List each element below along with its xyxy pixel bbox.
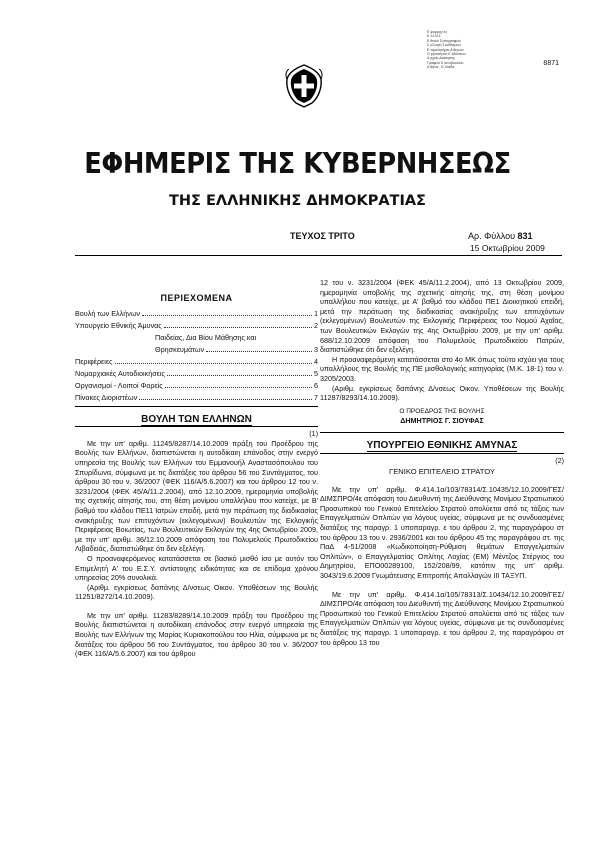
contents-heading: ΠΕΡΙΕΧΟΜΕΝΑ — [160, 293, 233, 303]
paragraph: 12 του ν. 3231/2004 (ΦΕΚ 45/Α/11.2.2004), από 13 Οκτωβρίου 2009, ημερομηνία υποβολής της σχετικής αίτησής της, στη θέση μονίμου υπαλλήλου που κατείχε, με Α' βαθμό του κλάδου ΠΕ1 Διοικητικού επειδή, μετά την περάτωση της διαδικασίας ανακήρυξης των επιτυχόντων (εκλεγομένων) Βουλευτών της Εκλογικής Περιφέρειας του Νομού Αχαΐας, των Βουλευτικών Εκλογών της 4ης Οκτωβρίου 2009, με την υπ' αριθμ. 688/12.10.2009 απόφαση του Πολυμελούς Πρωτοδικείου Πατρών, διαπιστώθηκε ότι δεν εξελέγη. — [320, 278, 564, 355]
toc-item[interactable] — [75, 308, 318, 320]
toc-label: Νομαρχιακές Αυτοδιοικήσεις — [75, 368, 165, 378]
paragraph: (Αριθμ. εγκρίσεως δαπάνης Δ/νσεως Οικον. Υποθέσεων της Βουλής 11287/8293/14.10.2009). — [320, 383, 564, 403]
decision-number: (1) — [309, 429, 318, 439]
toc-item[interactable] — [75, 368, 318, 380]
publisher-stamp — [427, 30, 483, 70]
toc-item[interactable] — [75, 320, 318, 332]
section-title: ΒΟΥΛΗ ΤΩΝ ΕΛΛΗΝΩΝ — [141, 413, 252, 425]
toc-page: 1 — [314, 308, 318, 318]
toc-page: 5 — [314, 368, 318, 378]
issue-label: ΤΕΥΧΟΣ ΤΡΙΤΟ — [290, 231, 355, 241]
signature-name: ΔΗΜΗΤΡΙΟΣ Γ. ΣΙΟΥΦΑΣ — [400, 416, 484, 426]
sheet-label: Αρ. Φύλλου — [468, 231, 516, 241]
toc-page: 6 — [314, 380, 318, 390]
paragraph: Με την υπ' αριθμ. 11283/8289/14.10.2009 πράξη του Προέδρου της Βουλής διαπιστώνεται η αυτοδίκαιη επάνοδος στην ενεργό υπηρεσία της Βουλής των Ελλήνων της Μαρίας Κυριακοπούλου του Ηλία, σύμφωνα με τις διατάξεις του άρθρου 56 του Συντάγματος, του άρθρου 30 του ν. 36/2007 (ΦΕΚ 116/Α/5.6.2007) και του άρθρου — [75, 610, 318, 659]
stamp-line: Α θήνα - Ε λλάδα — [427, 65, 455, 70]
toc-item[interactable] — [75, 380, 318, 392]
paragraph: Ο προαναφερόμενος κατατάσσεται σε βασικό μισθό ίσο με αυτόν του Επιμελητή Α' του Ε.Σ.Υ. αντίστοιχης ειδικότητας και σε επίδομα χρόνου υπηρεσίας 20% συνολικά. — [75, 553, 318, 583]
left-column — [75, 278, 318, 659]
toc-item[interactable] — [75, 344, 318, 356]
paragraph: Με την υπ' αριθμ. Φ.414.1α/103/78314/Σ.10435/12.10.2009/ΓΕΣ/ΔΙΜΣΠΡΟ/4ε απόφαση του Διευθυντή της Διεύθυνσης Μονίμου Στρατιωτικού Προσωπικού του Γενικού Επιτελείου Στρατού απολύεται από τις τάξεις των Επαγγελματιών Οπλιτών για λόγους υγείας, σύμφωνα με τις συνδυασμένες διατάξεις της παραγρ. 1 υποπαραγρ. ε του άρθρου 2, της παραγράφου στ του άρθρου 13 του ν. 2936/2001 και του άρθρου 45 της παραγράφου στ. της ΠαΔ 4-51/2008 «Κωδικοποίηση-Ρύθμιση θεμάτων Επαγγελματιών Οπλιτών», ο Επαγγελματίας Οπλίτης Λοχίας (ΕΜ) Μέντζος Στέργιος του Δημητρίου, ΕΠΟ00289100, 152/208/99, κατόπιν της υπ' αριθμ. 3043/19.6.2009 Γνωμάτευσης Επιτροπής Απαλλαγών ΙΙΙ ΤΑΞΥΠ. — [320, 484, 564, 581]
section-title: ΥΠΟΥΡΓΕΙΟ ΕΘΝΙΚΗΣ ΑΜΥΝΑΣ — [366, 439, 518, 451]
toc-label: Περιφέρειες — [75, 356, 113, 366]
stamp-line: Α ρχείο Διοίκησης — [427, 56, 456, 61]
toc-item[interactable] — [75, 356, 318, 368]
toc-page: 4 — [314, 356, 318, 366]
section-heading — [75, 415, 318, 425]
paragraph: Η προαναφερόμενη κατατάσσεται στο 4ο ΜΚ όπως τούτο ισχύει για τους υπαλλήλους της Βουλής της ΠΕ μισθολογικής κατηγορίας (Μ.Κ. 18-1) του ν. 3205/2003. — [320, 354, 564, 383]
issue-date: 15 Οκτωβρίου 2009 — [470, 243, 545, 253]
stamp-line: Ε φορμογ ές — [427, 30, 447, 34]
sheet-number — [468, 231, 533, 241]
toc-page: 2 — [314, 320, 318, 330]
paragraph: Με την υπ' αριθμ. Φ.414.1α/105/78313/Σ.10434/12.10.2009/ΓΕΣ/ΔΙΜΣΠΡΟ/4ε απόφαση του Διευθυντή της Διεύθυνσης Μονίμου Στρατιωτικού Προσωπικού του Γενικού Επιτελείου Στρατού απολύεται από τις τάξεις των Επαγγελματιών Οπλιτών για λόγους υγείας, σύμφωνα με τις συνδυασμένες διατάξεις της παραγρ. 1 υποπαραγρ. ε του άρθρου 2, της παραγράφου στ του άρθρου 13 του — [320, 589, 564, 647]
paragraph: (Αριθμ. εγκρίσεως δαπάνης Δ/νσεως Οικον. Υποθέσεων της Βουλής 11251/8272/14.10.2009). — [75, 582, 318, 602]
toc-label: Υπουργείο Εθνικής Άμυνας — [75, 320, 162, 330]
gazette-subtitle: ΤΗΣ ΕΛΛΗΝΙΚΗΣ ΔΗΜΟΚΡΑΤΙΑΣ — [169, 193, 426, 209]
section-heading — [320, 441, 564, 451]
sheet-value: 831 — [517, 231, 533, 241]
stamp-line: Γραφείο Κ οινοβουλίου — [427, 60, 464, 65]
paragraph: Με την υπ' αριθμ. 11245/8287/14.10.2009 πράξη του Προέδρου της Βουλής των Ελλήνων, διαπιστώνεται η αυτοδίκαιη επάνοδος στην ενεργό υπηρεσία της Βουλής των Ελλήνων του Εμμανουήλ Αναστασόπουλου του Σπυρίδωνα, σύμφωνα με τις διατάξεις του άρθρου 56 του Συντάγματος, του άρθρου 30 του ν. 36/2007 (ΦΕΚ 116/Α/5.6.2007) και του άρθρου 12 του ν. 3231/2004 (ΦΕΚ 45/Α/11.2.2004), από 12.10.2009, ημερομηνία υποβολής της σχετικής αίτησής του, στη θέση μονίμου υπαλλήλου που κατείχε, με Β' βαθμό του κλάδου ΠΕ11 Ιατρών επειδή, μετά την περάτωση της διαδικασίας ανακήρυξης των επιτυχόντων (εκλεγομένων) Βουλευτών της Εκλογικής Περιφέρειας Βοιωτίας, των Βουλευτικών Εκλογών της 4ης Οκτωβρίου 2009, με την υπ' αριθμ. 36/12.10.2009 απόφαση του Πολυμελούς Πρωτοδικείου Λιβαδειάς, διαπιστώθηκε ότι δεν εξελέγη. — [75, 438, 318, 554]
toc-label: Οργανισμοί - Λοιποί Φορείς — [75, 380, 163, 390]
signature-role: Ο ΠΡΟΕΔΡΟΣ ΤΗΣ ΒΟΥΛΗΣ — [399, 407, 485, 415]
toc-item[interactable] — [75, 332, 318, 344]
section-rule — [320, 432, 564, 433]
decision-number: (2) — [555, 455, 564, 465]
stamp-line: Σ υλλογή Συνδέσμων — [427, 43, 461, 48]
section-rule — [75, 426, 318, 427]
right-column — [320, 256, 564, 647]
gazette-title: ΕΦΗΜΕΡΙΣ ΤΗΣ ΚΥΒΕΡΝΗΣΕΩΣ — [84, 147, 511, 180]
stamp-line: Ε λλ.Ν.Σ — [427, 34, 441, 39]
coat-of-arms-icon — [284, 63, 324, 108]
section-rule — [320, 453, 564, 454]
page-number: 8871 — [543, 60, 559, 67]
toc-label: Θρησκευμάτων — [155, 344, 205, 354]
stamp-line: Ο ργανισμός Ε κδόσεων — [427, 52, 466, 57]
toc-label: Πίνακες Διοριστέων — [75, 392, 138, 402]
toc-item[interactable] — [75, 392, 318, 404]
toc-page: 7 — [314, 392, 318, 402]
stamp-line: Ε πιμελητήριο Α θηνών — [427, 47, 464, 52]
toc-label: Βουλή των Ελλήνων — [75, 308, 141, 318]
section-rule — [75, 406, 318, 407]
subheading: ΓΕΝΙΚΟ ΕΠΙΤΕΛΕΙΟ ΣΤΡΑΤΟΥ — [389, 467, 495, 477]
stamp-line: Ε θνικό Τυπογραφείο — [427, 38, 461, 43]
toc-page: 3 — [314, 344, 318, 354]
toc-label: Παιδείας, Δια Βίου Μάθησης και — [155, 332, 257, 342]
